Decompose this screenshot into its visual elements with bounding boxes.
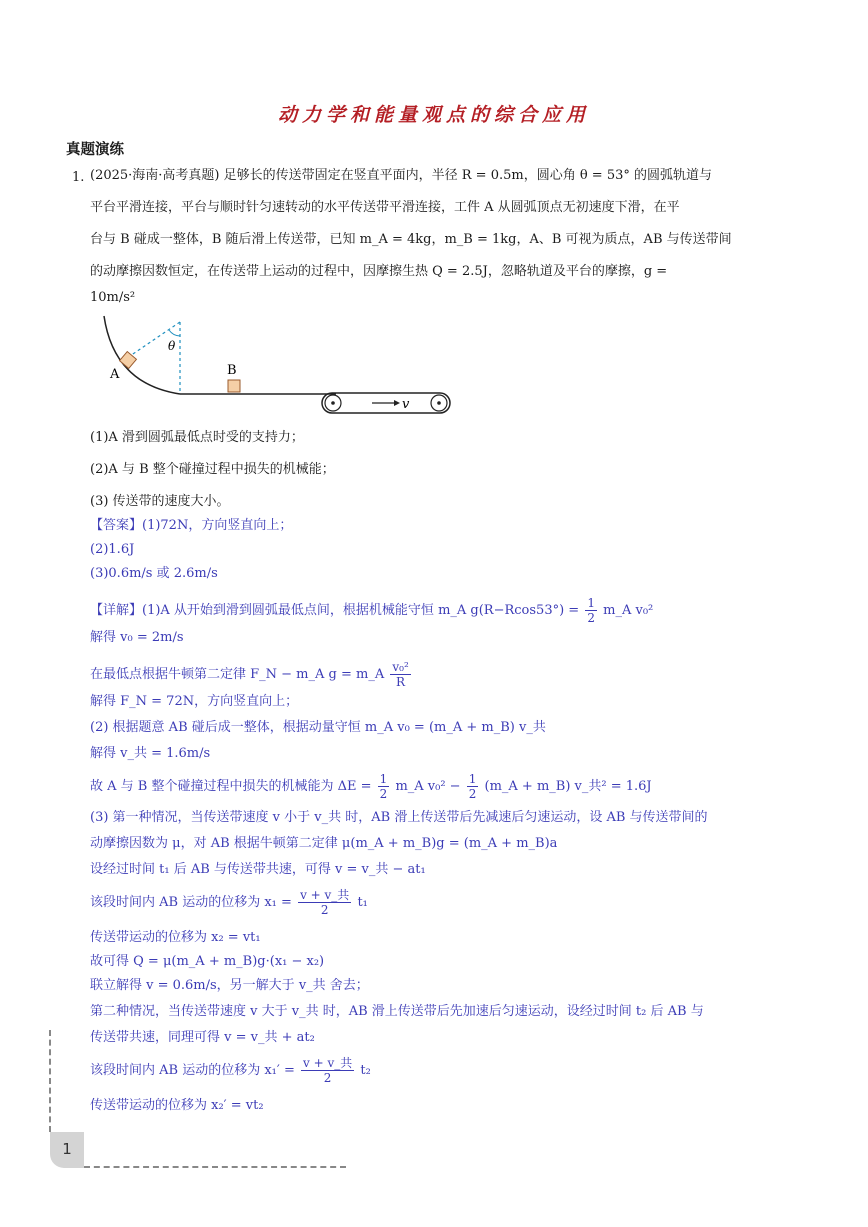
- question-number: 1.: [72, 170, 85, 185]
- label-v: v: [402, 397, 410, 412]
- label-a: A: [110, 367, 120, 382]
- detail-line: (2) 根据题意 AB 碰后成一整体，根据动量守恒 m_A v₀ = (m_A + m_B) v_共: [90, 720, 546, 735]
- answer-line: 【答案】(1)72N，方向竖直向上；: [90, 518, 293, 533]
- detail-line: 设经过时间 t₁ 后 AB 与传送带共速，可得 v = v_共 − at₁: [90, 862, 426, 877]
- question-line: 台与 B 碰成一整体，B 随后滑上传送带，已知 m_A = 4kg，m_B = 1kg，A、B 可视为质点，AB 与传送带间: [90, 232, 732, 247]
- detail-line: 解得 F_N = 72N，方向竖直向上；: [90, 694, 299, 709]
- detail-line: 传送带运动的位移为 x₂ = vt₁: [90, 930, 261, 945]
- detail-line: 动摩擦因数为 μ，对 AB 根据牛顿第二定律 μ(m_A + m_B)g = (m_A + m_B)a: [90, 836, 558, 851]
- question-line: 平台平滑连接，平台与顺时针匀速转动的水平传送带平滑连接，工件 A 从圆弧顶点无初速度下滑，在平: [90, 200, 680, 215]
- page-title: 动力学和能量观点的综合应用: [277, 104, 590, 126]
- label-theta: θ: [168, 339, 176, 353]
- block-b: [228, 380, 240, 392]
- sub-question: (3) 传送带的速度大小。: [90, 494, 230, 509]
- detail-line: 【详解】(1)A 从开始到滑到圆弧最低点间，根据机械能守恒 m_A g(R−Rcos53°) = $\frac{1}{2}$ m_A v₀²: [90, 596, 654, 625]
- detail-line: (3) 第一种情况，当传送带速度 v 小于 v_共 时，AB 滑上传送带后先减速后匀速运动，设 AB 与传送带间的: [90, 810, 708, 825]
- detail-line: 该段时间内 AB 运动的位移为 x₁′ = $\frac{\text{v + v\_共}}{2}$ t₂: [90, 1056, 371, 1085]
- question-line: 的动摩擦因数恒定，在传送带上运动的过程中，因摩擦生热 Q = 2.5J，忽略轨道及平台的摩擦，g =: [90, 264, 668, 279]
- detail-line: 第二种情况，当传送带速度 v 大于 v_共 时，AB 滑上传送带后先加速后匀速运动，设经过时间 t₂ 后 AB 与: [90, 1004, 704, 1019]
- detail-line: 解得 v₀ = 2m/s: [90, 630, 184, 645]
- detail-line: 联立解得 v = 0.6m/s，另一解大于 v_共 舍去；: [90, 978, 369, 993]
- sub-question: (1)A 滑到圆弧最低点时受的支持力；: [90, 430, 304, 445]
- question-line: 10m/s²: [90, 290, 136, 305]
- detail-line: 传送带运动的位移为 x₂′ = vt₂: [90, 1098, 264, 1113]
- detail-line: 解得 v_共 = 1.6m/s: [90, 746, 211, 761]
- detail-line: 故 A 与 B 整个碰撞过程中损失的机械能为 ΔE = $\frac{1}{2}$ m_A v₀² − $\frac{1}{2}$ (m_A + m_B) v_共² = 1.6J: [90, 772, 652, 801]
- answer-line: (2)1.6J: [90, 542, 135, 557]
- angle-arc: [169, 330, 180, 336]
- detail-line: 在最低点根据牛顿第二定律 F_N − m_A g = m_A $\frac{\text{v₀²}}{R}$: [90, 660, 409, 689]
- arc-track: [104, 316, 180, 394]
- detail-line: 故可得 Q = μ(m_A + m_B)g·(x₁ − x₂): [90, 954, 325, 969]
- conveyor-diagram: [96, 312, 456, 424]
- section-heading: 真题演练: [66, 142, 124, 158]
- page-border-vertical: [49, 1030, 51, 1132]
- sub-question: (2)A 与 B 整个碰撞过程中损失的机械能；: [90, 462, 335, 477]
- block-a: [120, 352, 137, 369]
- detail-line: 该段时间内 AB 运动的位移为 x₁ = $\frac{\text{v + v\_共}}{2}$ t₁: [90, 888, 368, 917]
- answer-line: (3)0.6m/s 或 2.6m/s: [90, 566, 218, 581]
- question-line: (2025·海南·高考真题) 足够长的传送带固定在竖直平面内，半径 R = 0.5m，圆心角 θ = 53° 的圆弧轨道与: [90, 168, 712, 183]
- page-border-horizontal: [84, 1166, 346, 1168]
- label-b: B: [227, 363, 237, 378]
- detail-line: 传送带共速，同理可得 v = v_共 + at₂: [90, 1030, 315, 1045]
- page-number: 1: [50, 1132, 84, 1168]
